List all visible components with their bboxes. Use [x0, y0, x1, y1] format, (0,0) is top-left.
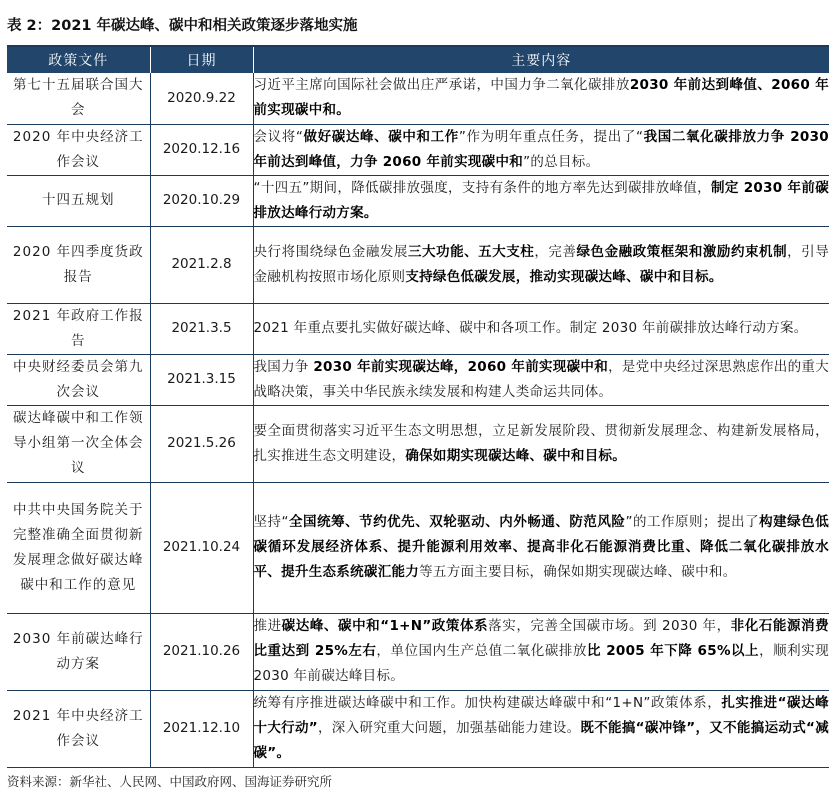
- header-row: [7, 47, 829, 73]
- policy-doc: 中共中央国务院关于完整准确全面贯彻新发展理念做好碳达峰碳中和工作的意见: [7, 482, 150, 613]
- content-segment: “十四五”期间，降低碳排放强度，支持有条件的地方率先达到碳排放峰值，: [253, 179, 711, 196]
- content-bold-segment: 绿色金融政策框架和激励约束机制: [576, 243, 788, 260]
- policy-rows: [7, 73, 829, 767]
- content-bold-segment: 碳达峰、碳中和“1+N”政策体系: [281, 618, 489, 634]
- content-segment: ”的工作原则；提出了: [625, 514, 760, 530]
- content-segment: 统筹有序推进碳达峰碳中和工作。加快构建碳达峰碳中和“1+N”政策体系，: [253, 695, 722, 711]
- policy-date: 2020.10.29: [150, 175, 253, 226]
- content-segment: 等五方面主要目标，确保如期实现碳达峰、碳中和。: [419, 564, 737, 580]
- content-bold-segment: 构建绿色低碳循环发展经济体系、提升能源利用效率、提高非化石能源消费比重、降低二氧化碳排放水平、提升生态系统碳汇能力: [253, 514, 829, 580]
- policy-doc: 2021 年中央经济工作会议: [7, 690, 150, 767]
- content-bold-segment: 2030 年前实现碳达峰，2060 年前实现碳中和: [313, 358, 609, 375]
- content-bold-segment: 既不能搞“碳冲锋”，又不能搞运动式“减碳”。: [253, 720, 829, 761]
- policy-doc: 十四五规划: [7, 175, 150, 226]
- policy-content: [253, 73, 829, 124]
- content-bold-segment: 全国统筹、节约优先、双轮驱动、内外畅通、防范风险: [288, 514, 626, 530]
- content-bold-segment: 支持绿色低碳发展，推动实现碳达峰、碳中和目标。: [405, 268, 723, 285]
- header-content: 主要内容: [253, 47, 829, 73]
- header-date: 日期: [150, 47, 253, 73]
- table-row: [7, 175, 829, 226]
- table-row: [7, 303, 829, 354]
- content-bold-segment: 比 2005 年下降 65%以上: [586, 643, 760, 659]
- content-segment: ，深入研究重大问题，加强基础能力建设。: [317, 720, 581, 736]
- policy-date: 2021.10.24: [150, 482, 253, 613]
- content-bold-segment: 确保如期实现碳达峰、碳中和目标。: [405, 447, 627, 464]
- table-row: [7, 482, 829, 613]
- table-row: [7, 690, 829, 767]
- policy-doc: 碳达峰碳中和工作领导小组第一次全体会议: [7, 405, 150, 482]
- content-bold-segment: 2030 年前达到峰值、2060 年前实现碳中和。: [253, 77, 829, 119]
- content-segment: ，是党中央经过深思熟虑作出的重大战略决策，事关中华民族永续发展和构建人类命运共同体。: [253, 358, 830, 400]
- content-segment: 要全面贯彻落实习近平生态文明思想，立足新发展阶段、贯彻新发展理念、构建新发展格局，扎实推进生态文明建设，: [253, 422, 829, 464]
- content-segment: ，顺利实现 2030 年前碳达峰目标。: [253, 643, 830, 684]
- content-segment: 习近平主席向国际社会做出庄严承诺，中国力争二氧化碳排放: [253, 77, 630, 94]
- table-caption: 表 2：2021 年碳达峰、碳中和相关政策逐步落地实施: [7, 18, 358, 34]
- content-segment: 坚持“: [253, 514, 289, 530]
- policy-date: 2020.9.22: [150, 73, 253, 124]
- policy-content: [253, 690, 829, 767]
- policy-date: 2021.10.26: [150, 613, 253, 690]
- content-segment: 央行将围绕绿色金融发展: [253, 243, 408, 260]
- content-bold-segment: 三大功能、五大支柱: [407, 243, 535, 260]
- policy-content: [253, 303, 829, 354]
- source-note: 资料来源：新华社、人民网、中国政府网、国海证券研究所: [7, 774, 333, 789]
- content-segment: ，单位国内生产总值二氧化碳排放: [376, 643, 587, 659]
- policy-doc: 2030 年前碳达峰行动方案: [7, 613, 150, 690]
- policy-date: 2021.12.10: [150, 690, 253, 767]
- policy-table: [7, 47, 829, 768]
- policy-date: 2020.12.16: [150, 124, 253, 175]
- content-segment: ，完善: [534, 243, 577, 260]
- policy-doc: 2020 年四季度货政报告: [7, 226, 150, 303]
- content-segment: ，引导金融机构按照市场化原则: [253, 243, 830, 285]
- content-bold-segment: 扎实推进“碳达峰十大行动”: [253, 695, 829, 736]
- content-bold-segment: 我国二氧化碳排放力争 2030 年前达到峰值，力争 2060 年前实现碳中和: [253, 128, 829, 170]
- policy-content: [253, 613, 829, 690]
- policy-date: 2021.3.15: [150, 354, 253, 405]
- policy-content: [253, 226, 829, 303]
- policy-content: [253, 405, 829, 482]
- policy-doc: 2020 年中央经济工作会议: [7, 124, 150, 175]
- table-row: [7, 226, 829, 303]
- content-segment: ”作为明年重点任务，提出了“: [458, 128, 644, 145]
- content-segment: ”的总目标。: [523, 153, 600, 170]
- policy-content: [253, 175, 829, 226]
- content-segment: 我国力争: [253, 358, 314, 375]
- policy-content: [253, 482, 829, 613]
- policy-doc: 第七十五届联合国大会: [7, 73, 150, 124]
- content-bold-segment: 非化石能源消费比重达到 25%左右: [253, 618, 829, 659]
- content-segment: 落实，完善全国碳市场。到 2030 年，: [488, 618, 731, 634]
- policy-date: 2021.3.5: [150, 303, 253, 354]
- policy-content: [253, 354, 829, 405]
- table-row: [7, 613, 829, 690]
- table-row: [7, 354, 829, 405]
- content-segment: 推进: [253, 618, 282, 634]
- table-row: [7, 73, 829, 124]
- content-segment: 会议将“: [253, 128, 304, 145]
- policy-date: 2021.5.26: [150, 405, 253, 482]
- policy-doc: 中央财经委员会第九次会议: [7, 354, 150, 405]
- content-bold-segment: 做好碳达峰、碳中和工作: [303, 128, 459, 145]
- content-segment: 2021 年重点要扎实做好碳达峰、碳中和各项工作。制定 2030 年前碳排放达峰行动方案。: [253, 320, 808, 336]
- policy-doc: 2021 年政府工作报告: [7, 303, 150, 354]
- table-row: [7, 405, 829, 482]
- policy-content: [253, 124, 829, 175]
- header-doc: 政策文件: [7, 47, 150, 73]
- policy-date: 2021.2.8: [150, 226, 253, 303]
- table-row: [7, 124, 829, 175]
- content-bold-segment: 制定 2030 年前碳排放达峰行动方案。: [253, 179, 830, 221]
